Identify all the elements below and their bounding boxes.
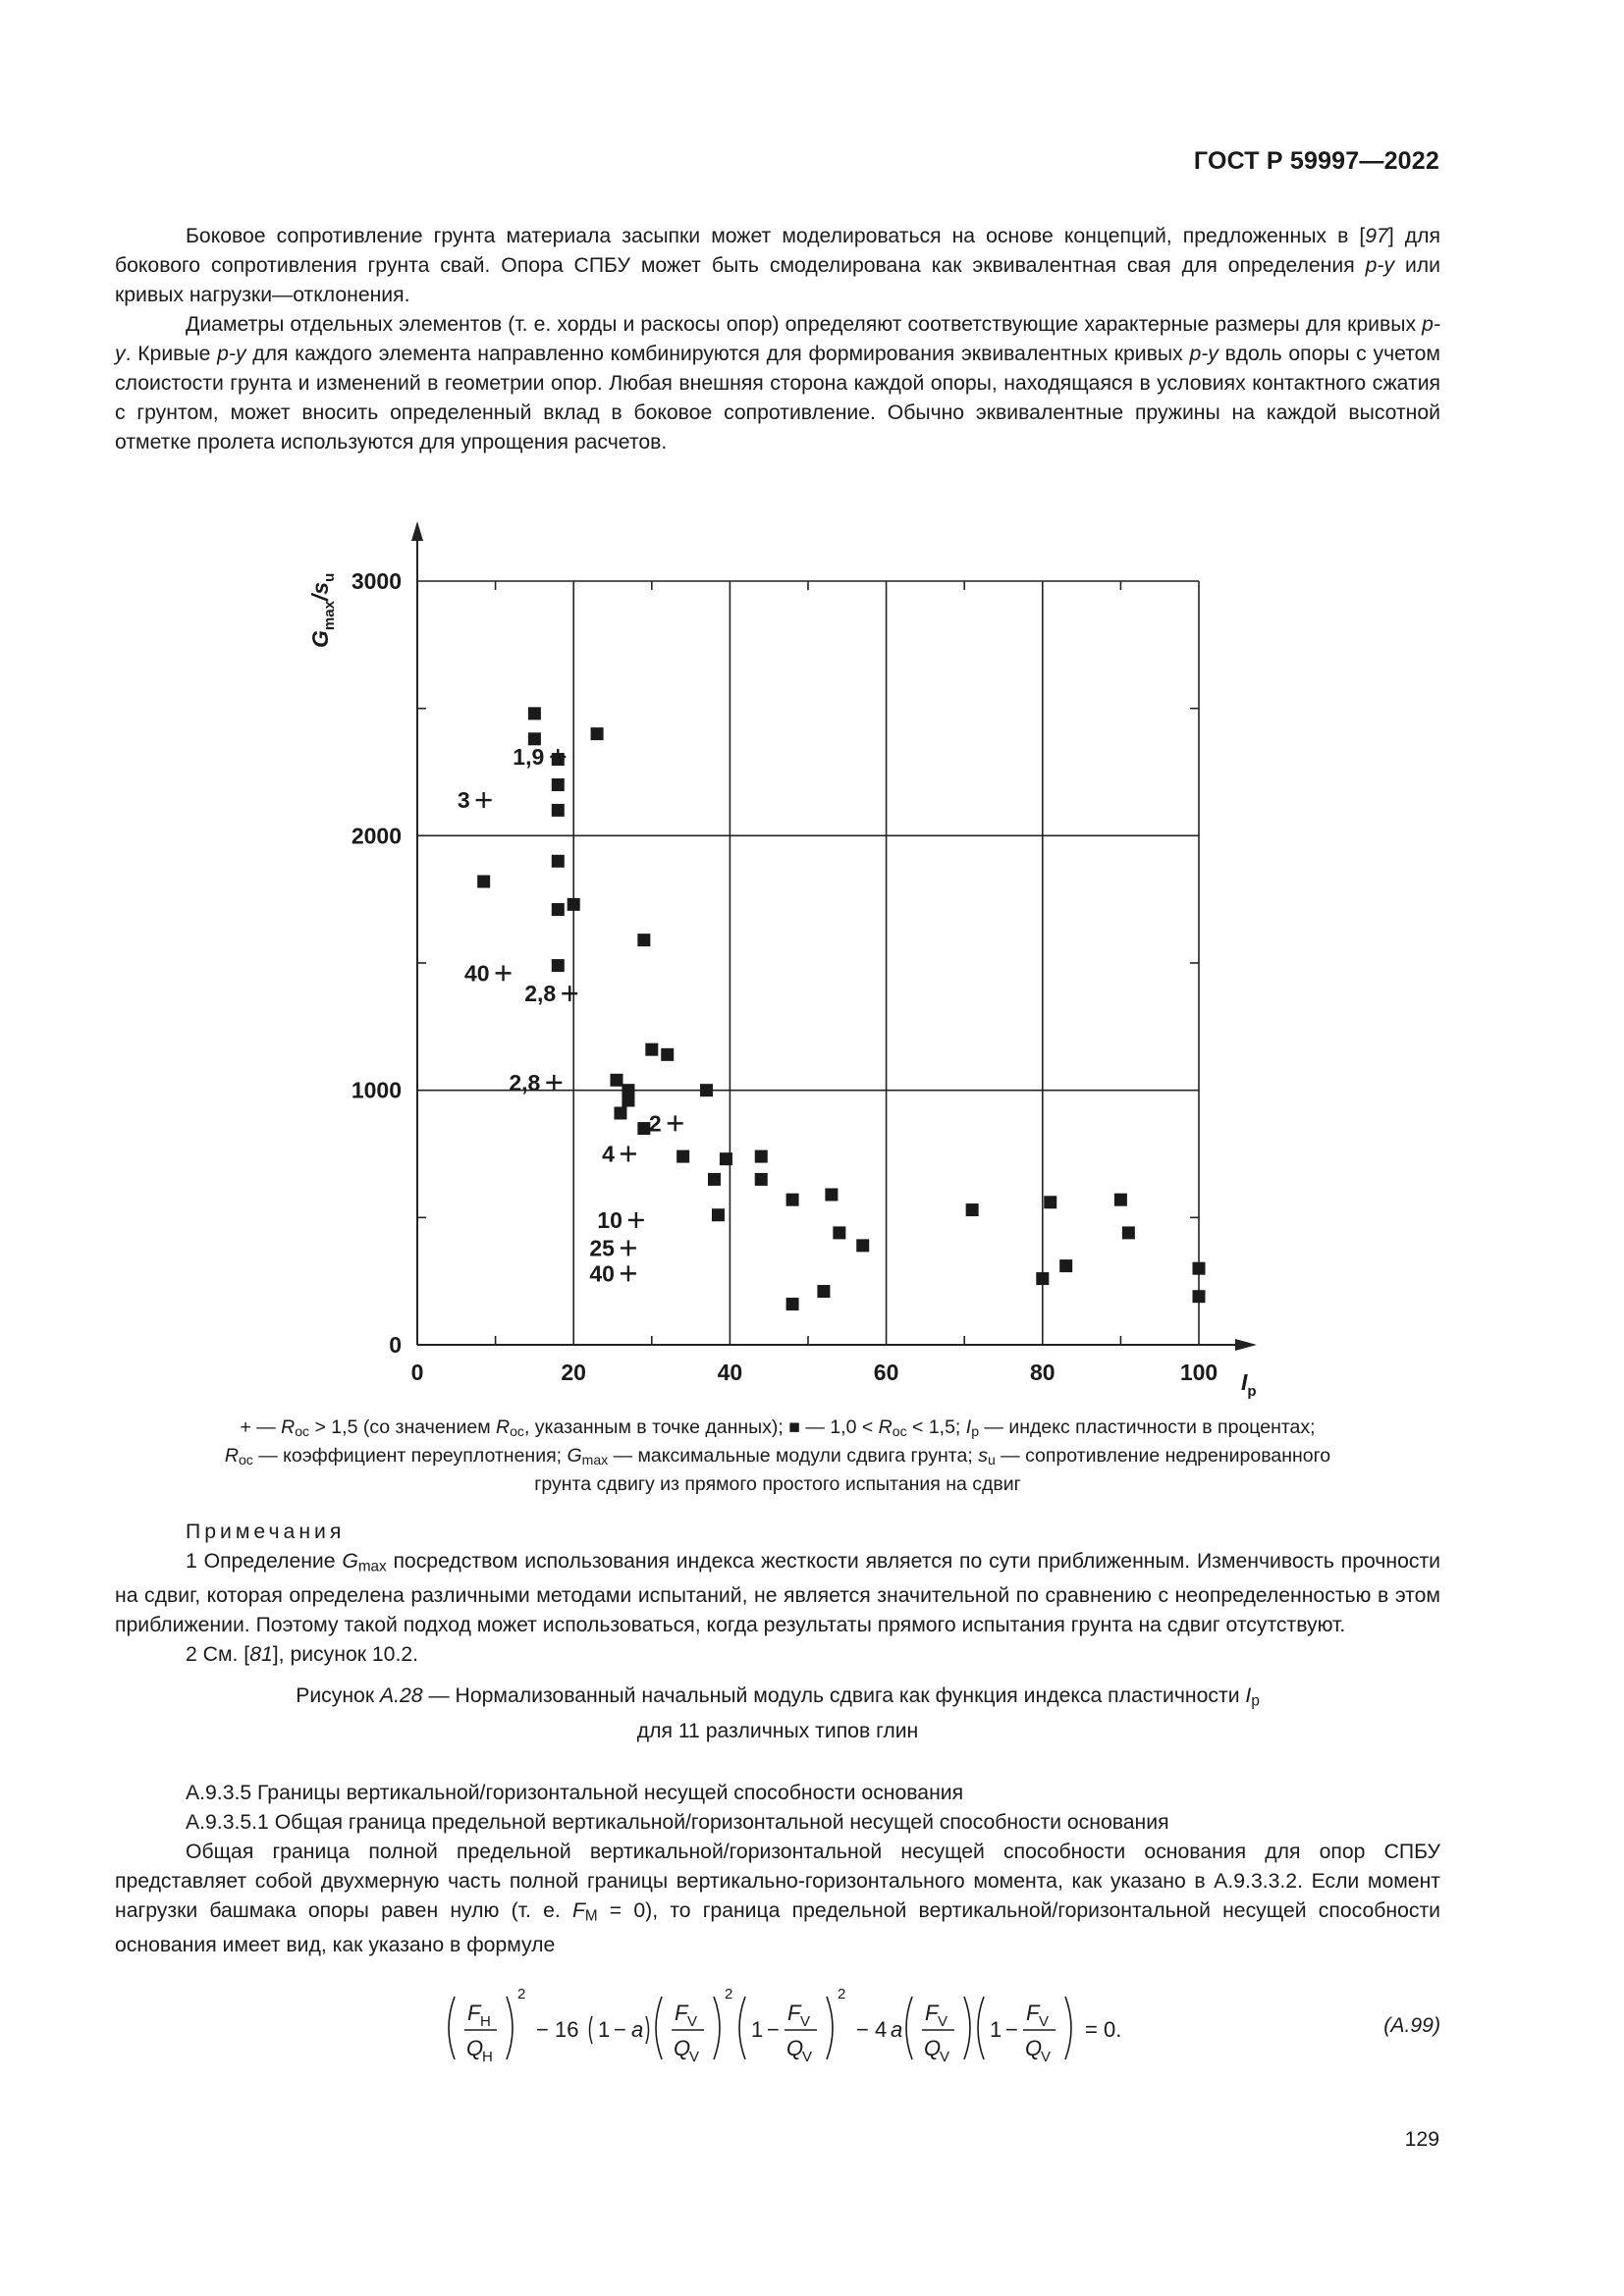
data-point-plus — [513, 744, 566, 770]
data-point-label: 40 — [463, 960, 490, 987]
formula-one-1: 1 — [598, 2017, 611, 2042]
data-point-label: 10 — [597, 1206, 623, 1233]
intro-paragraph-2: Диаметры отдельных элементов (т. е. хорды и раскосы опор) определяют соответствующие характерные размеры для кривых p-y. Кривые p-y для каждого элемента направленно комбинируются для формирования эквивалентных кривых p-y вдоль опоры с учетом слоистости грунта и изменений в геометрии опор. Любая внешняя сторона каждой опоры, находящаяся в условиях контактного сжатия с грунтом, может вносить определенный вклад в боковое сопротивление. Обычно эквивалентные пружины на каждой высотной отметке пролета используются для упрощения расчетов. — [115, 313, 1441, 454]
data-point-square — [786, 1194, 799, 1206]
legend-line-2: $R_{ос}$ — коэффициент переуплотнения; $G_{max}$ — максимальные модули сдвига грунта; $s_u$ — сопротивление недренированного — [224, 1445, 1331, 1468]
section-heading-1: А.9.3.5 Границы вертикальной/горизонтальной несущей способности основания — [186, 1782, 964, 1804]
formula-qv-q-2: Q — [786, 2036, 804, 2060]
x-tick-label: 60 — [873, 1360, 899, 1385]
section-heading-2: А.9.3.5.1 Общая граница предельной вертикальной/горизонтальной несущей способности основания — [186, 1811, 1169, 1834]
formula-minus-1: − — [614, 2017, 626, 2042]
data-point-square — [708, 1173, 721, 1186]
formula-fv-v-4: V — [1039, 2013, 1050, 2030]
data-point-square — [677, 1150, 689, 1163]
formula-qv-v-2: V — [802, 2049, 813, 2065]
y-tick-label: 3000 — [351, 568, 402, 594]
formula-qh-h: H — [482, 2049, 493, 2065]
y-axis-arrow — [411, 521, 423, 541]
data-point-square — [786, 1298, 799, 1310]
formula-qv-v-4: V — [1041, 2049, 1052, 2065]
formula-sq-1: 2 — [517, 1986, 526, 2002]
data-point-plus — [458, 787, 492, 813]
formula-minus4: − 4 — [856, 2017, 888, 2042]
legend-line-1: + — $R_{ос} > 1,5$ (со значением $R_{ос}$, указанным в точке данных); ■ — $1,0 < R_{ос} < 1,5$; $I_р$ — индекс пластичности в процентах; — [240, 1416, 1316, 1440]
data-point-square — [1193, 1290, 1206, 1303]
y-tick-label: 2000 — [351, 823, 402, 849]
x-tick-label: 80 — [1030, 1360, 1056, 1385]
formula-fv-f-2: F — [787, 2001, 801, 2025]
formula-fv-f-4: F — [1026, 2001, 1040, 2025]
formula-fv-v-1: V — [687, 2013, 698, 2030]
intro-paragraph-1: Боковое сопротивление грунта материала засыпки может моделироваться на основе концепций, предложенных в [97] для бокового сопротивления грунта свай. Опора СПБУ может быть смоделирована как эквивалентная свая для определения p-y или кривых нагрузки—отклонения. — [115, 225, 1440, 306]
data-point-label: 3 — [457, 787, 470, 814]
y-tick-label: 1000 — [351, 1077, 402, 1103]
chart-grid — [417, 581, 1199, 1345]
formula-qh-q: Q — [466, 2036, 484, 2060]
x-axis-arrow — [1235, 1339, 1257, 1351]
formula-minus-2: − — [767, 2017, 780, 2042]
formula-one-3: 1 — [990, 2017, 1002, 2042]
data-point-plus — [649, 1110, 683, 1136]
data-point-square — [1122, 1226, 1135, 1239]
formula-fh-f: F — [467, 2001, 481, 2025]
data-point-square — [825, 1188, 838, 1201]
data-point-label: 40 — [589, 1260, 615, 1287]
y-tick-label: 0 — [389, 1332, 402, 1358]
data-point-square — [1193, 1262, 1206, 1275]
formula-a-2: a — [891, 2017, 903, 2042]
data-point-label: 25 — [589, 1235, 615, 1261]
x-axis-label: $I_p$ — [1241, 1369, 1257, 1400]
note-1: 1 Определение $G_{max}$ посредством использования индекса жесткости является по сути приближенным. Изменчивость прочности на сдвиг, которая определена различными методами испытаний, не является значительной по сравнению с неопределенностью в этом приближении. Поэтому такой подход может использоваться, когда результаты прямого испытания грунта на сдвиг отсутствуют. — [115, 1550, 1440, 1637]
data-point-label: 1,9 — [513, 743, 545, 770]
chart-svg — [295, 515, 1276, 1418]
data-point-square — [610, 1074, 623, 1087]
data-point-square — [720, 1152, 732, 1165]
x-tick-label: 100 — [1179, 1360, 1218, 1385]
data-point-square — [552, 804, 565, 817]
y-axis-label: $G_{max}/s_u$ — [307, 572, 338, 648]
data-point-square — [637, 934, 650, 946]
x-tick-label: 20 — [561, 1360, 586, 1385]
formula-minus16: − 16 — [536, 2017, 579, 2042]
data-point-square — [552, 959, 565, 972]
formula-fv-v-3: V — [938, 2013, 948, 2030]
data-point-square — [856, 1239, 869, 1252]
x-tick-label: 0 — [410, 1360, 424, 1385]
data-point-square — [552, 855, 565, 868]
formula-qv-q-4: Q — [1025, 2036, 1043, 2060]
data-point-square — [622, 1095, 634, 1107]
data-point-square — [552, 903, 565, 916]
scatter-chart — [295, 515, 1276, 1418]
data-point-square — [755, 1150, 768, 1163]
formula-a99 — [115, 1981, 1440, 2075]
formula-qv-q-3: Q — [924, 2036, 942, 2060]
data-point-square — [1036, 1272, 1049, 1285]
chart-axes — [411, 521, 1257, 1351]
formula-fv-f-3: F — [925, 2001, 939, 2025]
formula-fv-v-2: V — [800, 2013, 811, 2030]
data-point-square — [568, 898, 580, 911]
data-point-square — [1044, 1196, 1056, 1208]
data-point-square — [552, 778, 565, 791]
intro-text — [115, 222, 1440, 457]
legend-square-marker: ■ — [788, 1416, 800, 1438]
formula-qv-v-1: V — [689, 2049, 700, 2065]
data-point-square — [528, 707, 541, 720]
formula-minus-3: − — [1005, 2017, 1018, 2042]
data-point-square — [966, 1203, 979, 1216]
formula-a-1: a — [631, 2017, 644, 2042]
data-point-plus — [464, 960, 512, 986]
data-point-plus — [589, 1235, 636, 1260]
chart-legend — [115, 1415, 1440, 1497]
caption-line-1: Рисунок А.28 — Нормализованный начальный модуль сдвига как функция индекса пластичности $I_р$ — [296, 1684, 1260, 1710]
x-tick-label: 40 — [717, 1360, 743, 1385]
formula-qv-q-1: Q — [674, 2036, 691, 2060]
legend-line-3: грунта сдвигу из прямого простого испытания на сдвиг — [534, 1473, 1021, 1496]
data-point-square — [645, 1043, 658, 1056]
data-point-label: 2,8 — [509, 1069, 541, 1095]
formula-one-2: 1 — [751, 2017, 764, 2042]
data-point-plus — [509, 1070, 562, 1095]
figure-caption — [115, 1681, 1440, 1746]
formula-qv-v-3: V — [940, 2049, 950, 2065]
data-point-square — [614, 1107, 626, 1120]
note-2: 2 См. [81], рисунок 10.2. — [186, 1643, 419, 1667]
formula-sq-2: 2 — [725, 1986, 733, 2002]
formula-sq-3: 2 — [838, 1986, 846, 2002]
data-point-label: 2 — [648, 1110, 662, 1137]
data-point-plus — [597, 1207, 644, 1233]
data-point-square — [1114, 1194, 1127, 1206]
section-paragraph: Общая граница полной предельной вертикальной/горизонтальной несущей способности основания для опор СПБУ представляет собой двухмерную часть полной границы вертикально-горизонтального момента, как указано в А.9.3.3.2. Если момент нагрузки башмака опоры равен нулю (т. е. $F_M = 0$), то граница предельной вертикальной/горизонтальной несущей способности основания имеет вид, как указано в формуле — [115, 1841, 1440, 1957]
data-point-label: 4 — [602, 1141, 615, 1167]
document-id: ГОСТ Р 59997—2022 — [1193, 147, 1439, 175]
formula-svg — [115, 1981, 1440, 2075]
data-point-square — [712, 1208, 725, 1221]
chart-points — [458, 707, 1206, 1310]
data-point-square — [700, 1084, 713, 1096]
data-point-square — [755, 1173, 768, 1186]
data-point-square — [477, 876, 490, 888]
data-point-square — [817, 1285, 830, 1298]
formula-equals: = 0. — [1085, 2017, 1122, 2042]
page-number: 129 — [1404, 2128, 1439, 2151]
data-point-square — [1059, 1259, 1072, 1272]
data-point-square — [661, 1048, 674, 1061]
data-point-label: 2,8 — [524, 981, 557, 1007]
section-text — [115, 1779, 1440, 1960]
formula-fh-h: H — [480, 2013, 491, 2030]
notes-block — [115, 1518, 1440, 1670]
formula-number: (А.99) — [1383, 2014, 1440, 2037]
notes-title: Примечания — [186, 1521, 346, 1543]
data-point-plus — [524, 981, 577, 1006]
formula-fv-f-1: F — [675, 2001, 688, 2025]
data-point-square — [591, 727, 604, 740]
data-point-square — [833, 1226, 845, 1239]
data-point-plus — [589, 1260, 636, 1286]
data-point-plus — [602, 1142, 636, 1167]
caption-line-2: для 11 различных типов глин — [636, 1720, 919, 1743]
